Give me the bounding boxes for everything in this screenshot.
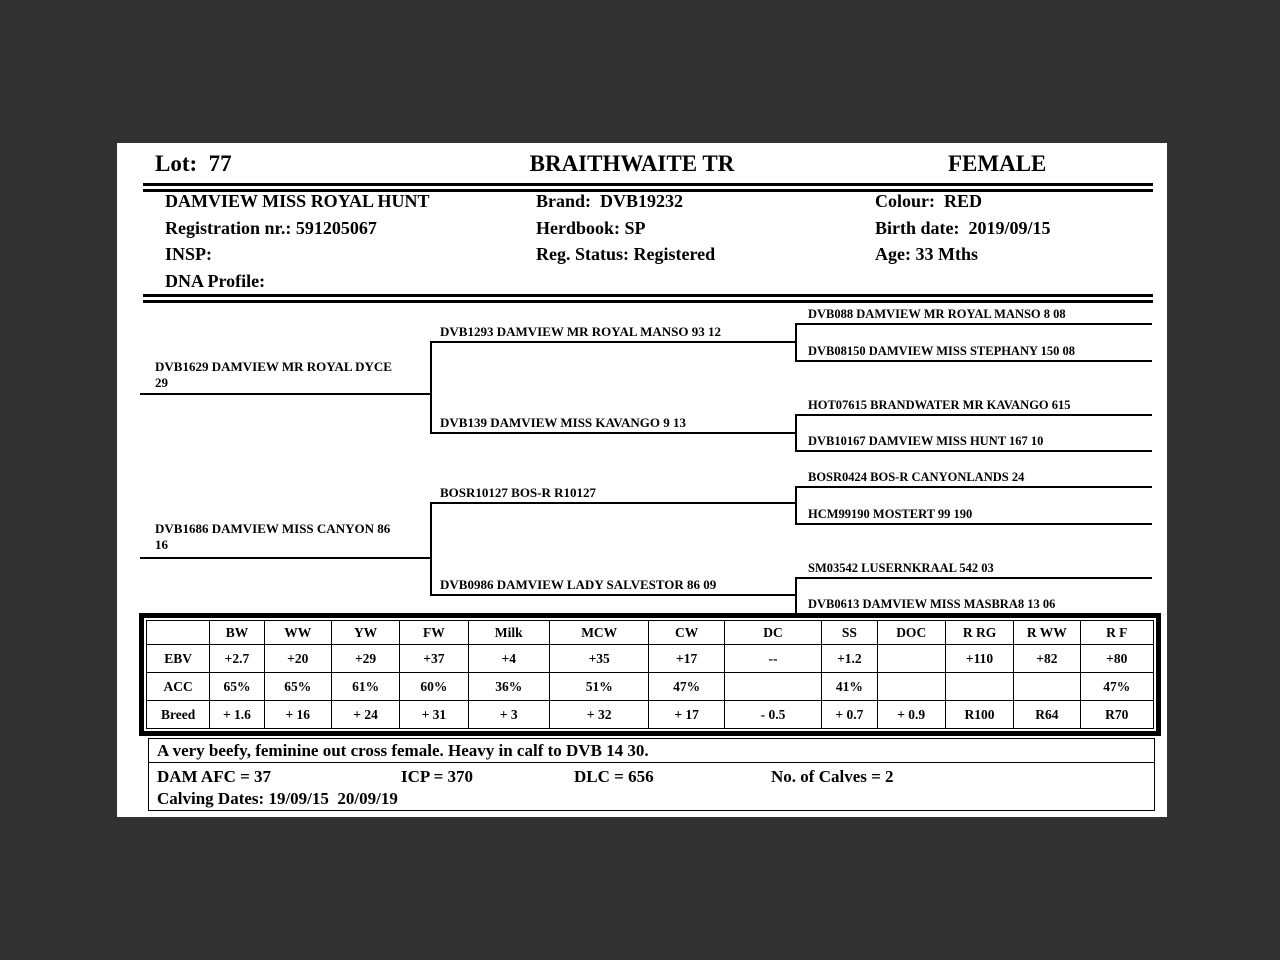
reg-status: Reg. Status: Registered — [536, 244, 716, 264]
ebv-cell: 47% — [1080, 673, 1153, 701]
ebv-header: SS — [822, 621, 877, 645]
ebv-header: MCW — [549, 621, 648, 645]
ebv-cell: R64 — [1014, 701, 1080, 729]
ancestor-ggp-3: HOT07615 BRANDWATER MR KAVANGO 615 — [808, 398, 1071, 412]
ebv-cell: - 0.5 — [724, 701, 821, 729]
colour: Colour: RED — [875, 191, 982, 211]
ebv-header: Milk — [468, 621, 549, 645]
ebv-cell: + 17 — [649, 701, 724, 729]
ebv-cell: + 1.6 — [210, 701, 264, 729]
ebv-cell: + 31 — [400, 701, 468, 729]
ebv-cell: +35 — [549, 645, 648, 673]
comment-text: A very beefy, feminine out cross female. Heavy in calf to DVB 14 30. — [148, 738, 1155, 763]
pedigree-line — [795, 323, 797, 362]
ebv-header: WW — [264, 621, 331, 645]
ebv-cell: 61% — [331, 673, 399, 701]
ebv-cell: -- — [724, 645, 821, 673]
ebv-cell — [877, 645, 945, 673]
ebv-cell: + 0.7 — [822, 701, 877, 729]
pedigree-line — [430, 502, 796, 504]
age: Age: 33 Mths — [875, 244, 978, 264]
ebv-cell: R100 — [945, 701, 1013, 729]
dam-afc: DAM AFC = 37 — [157, 767, 272, 786]
ebv-header: CW — [649, 621, 724, 645]
ancestor-ggp-1: DVB088 DAMVIEW MR ROYAL MANSO 8 08 — [808, 307, 1066, 321]
lot-number: Lot: 77 — [155, 151, 232, 176]
ebv-cell: + 3 — [468, 701, 549, 729]
ancestor-dam: DVB1686 DAMVIEW MISS CANYON 86 16 — [155, 521, 391, 552]
ebv-cell: 47% — [649, 673, 724, 701]
pedigree-line — [430, 502, 432, 596]
ebv-header: R WW — [1014, 621, 1080, 645]
pedigree-line — [430, 341, 432, 434]
ebv-cell: + 24 — [331, 701, 399, 729]
ebv-row-ebv — [147, 645, 1154, 673]
animal-name: DAMVIEW MISS ROYAL HUNT — [165, 191, 430, 211]
pedigree-line — [795, 486, 797, 525]
ebv-cell: +37 — [400, 645, 468, 673]
insp-label: INSP: — [165, 244, 213, 264]
ebv-cell: + 0.9 — [877, 701, 945, 729]
ebv-cell: 51% — [549, 673, 648, 701]
dna-profile-label: DNA Profile: — [165, 271, 266, 291]
ebv-cell: +17 — [649, 645, 724, 673]
ebv-cell: +2.7 — [210, 645, 264, 673]
ebv-header: BW — [210, 621, 264, 645]
ebv-header: DC — [724, 621, 821, 645]
ebv-header: YW — [331, 621, 399, 645]
pedigree-line — [795, 577, 1152, 579]
ebv-cell: 41% — [822, 673, 877, 701]
ebv-cell: +29 — [331, 645, 399, 673]
sex-label: FEMALE — [948, 151, 1047, 176]
pedigree-line — [140, 393, 431, 395]
ebv-cell: 60% — [400, 673, 468, 701]
ancestor-ggp-6: HCM99190 MOSTERT 99 190 — [808, 507, 973, 521]
pedigree-line — [430, 594, 796, 596]
ebv-table-frame — [139, 613, 1161, 736]
ancestor-ggp-4: DVB10167 DAMVIEW MISS HUNT 167 10 — [808, 434, 1044, 448]
pedigree-line — [795, 523, 1152, 525]
ebv-cell: +80 — [1080, 645, 1153, 673]
ebv-cell — [1014, 673, 1080, 701]
birth-date: Birth date: 2019/09/15 — [875, 218, 1051, 238]
brand: Brand: DVB19232 — [536, 191, 684, 211]
ancestor-maternal-granddam: DVB0986 DAMVIEW LADY SALVESTOR 86 09 — [440, 577, 717, 592]
ebv-cell: +1.2 — [822, 645, 877, 673]
ebv-cell: 65% — [264, 673, 331, 701]
pedigree-line — [795, 323, 1152, 325]
pedigree-line — [430, 341, 796, 343]
ancestor-paternal-grandsire: DVB1293 DAMVIEW MR ROYAL MANSO 93 12 — [440, 324, 721, 339]
ebv-cell: +82 — [1014, 645, 1080, 673]
number-of-calves: No. of Calves = 2 — [771, 767, 894, 786]
pedigree-line — [795, 414, 797, 452]
ebv-cell — [724, 673, 821, 701]
ebv-row-breed — [147, 701, 1154, 729]
dlc: DLC = 656 — [574, 767, 654, 786]
herdbook: Herdbook: SP — [536, 218, 646, 238]
ebv-header-row — [147, 621, 1154, 645]
ebv-header — [147, 621, 210, 645]
ebv-row-acc — [147, 673, 1154, 701]
icp: ICP = 370 — [401, 767, 474, 786]
ebv-header: R RG — [945, 621, 1013, 645]
ancestor-ggp-5: BOSR0424 BOS-R CANYONLANDS 24 — [808, 470, 1025, 484]
pedigree-line — [795, 360, 1152, 362]
divider-info — [143, 294, 1153, 303]
ebv-cell — [945, 673, 1013, 701]
ebv-row-label: Breed — [147, 701, 210, 729]
pedigree-line — [140, 557, 431, 559]
pedigree-line — [795, 486, 1152, 488]
ebv-cell: 65% — [210, 673, 264, 701]
ebv-cell: + 16 — [264, 701, 331, 729]
ebv-cell: + 32 — [549, 701, 648, 729]
ebv-header: DOC — [877, 621, 945, 645]
calving-dates: Calving Dates: 19/09/15 20/09/19 — [157, 789, 398, 808]
ancestor-ggp-2: DVB08150 DAMVIEW MISS STEPHANY 150 08 — [808, 344, 1076, 358]
ebv-cell: R70 — [1080, 701, 1153, 729]
pedigree-line — [430, 432, 796, 434]
page-title: BRAITHWAITE TR — [529, 151, 735, 176]
ancestor-sire: DVB1629 DAMVIEW MR ROYAL DYCE 29 — [155, 359, 392, 390]
ancestor-paternal-granddam: DVB139 DAMVIEW MISS KAVANGO 9 13 — [440, 415, 686, 430]
ancestor-ggp-7: SM03542 LUSERNKRAAL 542 03 — [808, 561, 994, 575]
pedigree-line — [795, 450, 1152, 452]
ebv-row-label: ACC — [147, 673, 210, 701]
stats-box — [148, 763, 1155, 811]
ebv-cell: +4 — [468, 645, 549, 673]
ebv-row-label: EBV — [147, 645, 210, 673]
ebv-cell: +20 — [264, 645, 331, 673]
ebv-header: R F — [1080, 621, 1153, 645]
ebv-header: FW — [400, 621, 468, 645]
catalog-page — [117, 143, 1167, 817]
pedigree-line — [795, 577, 797, 615]
ebv-cell: +110 — [945, 645, 1013, 673]
registration-number: Registration nr.: 591205067 — [165, 218, 377, 238]
ebv-cell: 36% — [468, 673, 549, 701]
ancestor-ggp-8: DVB0613 DAMVIEW MISS MASBRA8 13 06 — [808, 597, 1056, 611]
pedigree-line — [795, 414, 1152, 416]
ebv-cell — [877, 673, 945, 701]
ebv-table — [146, 620, 1154, 729]
ancestor-maternal-grandsire: BOSR10127 BOS-R R10127 — [440, 485, 597, 500]
